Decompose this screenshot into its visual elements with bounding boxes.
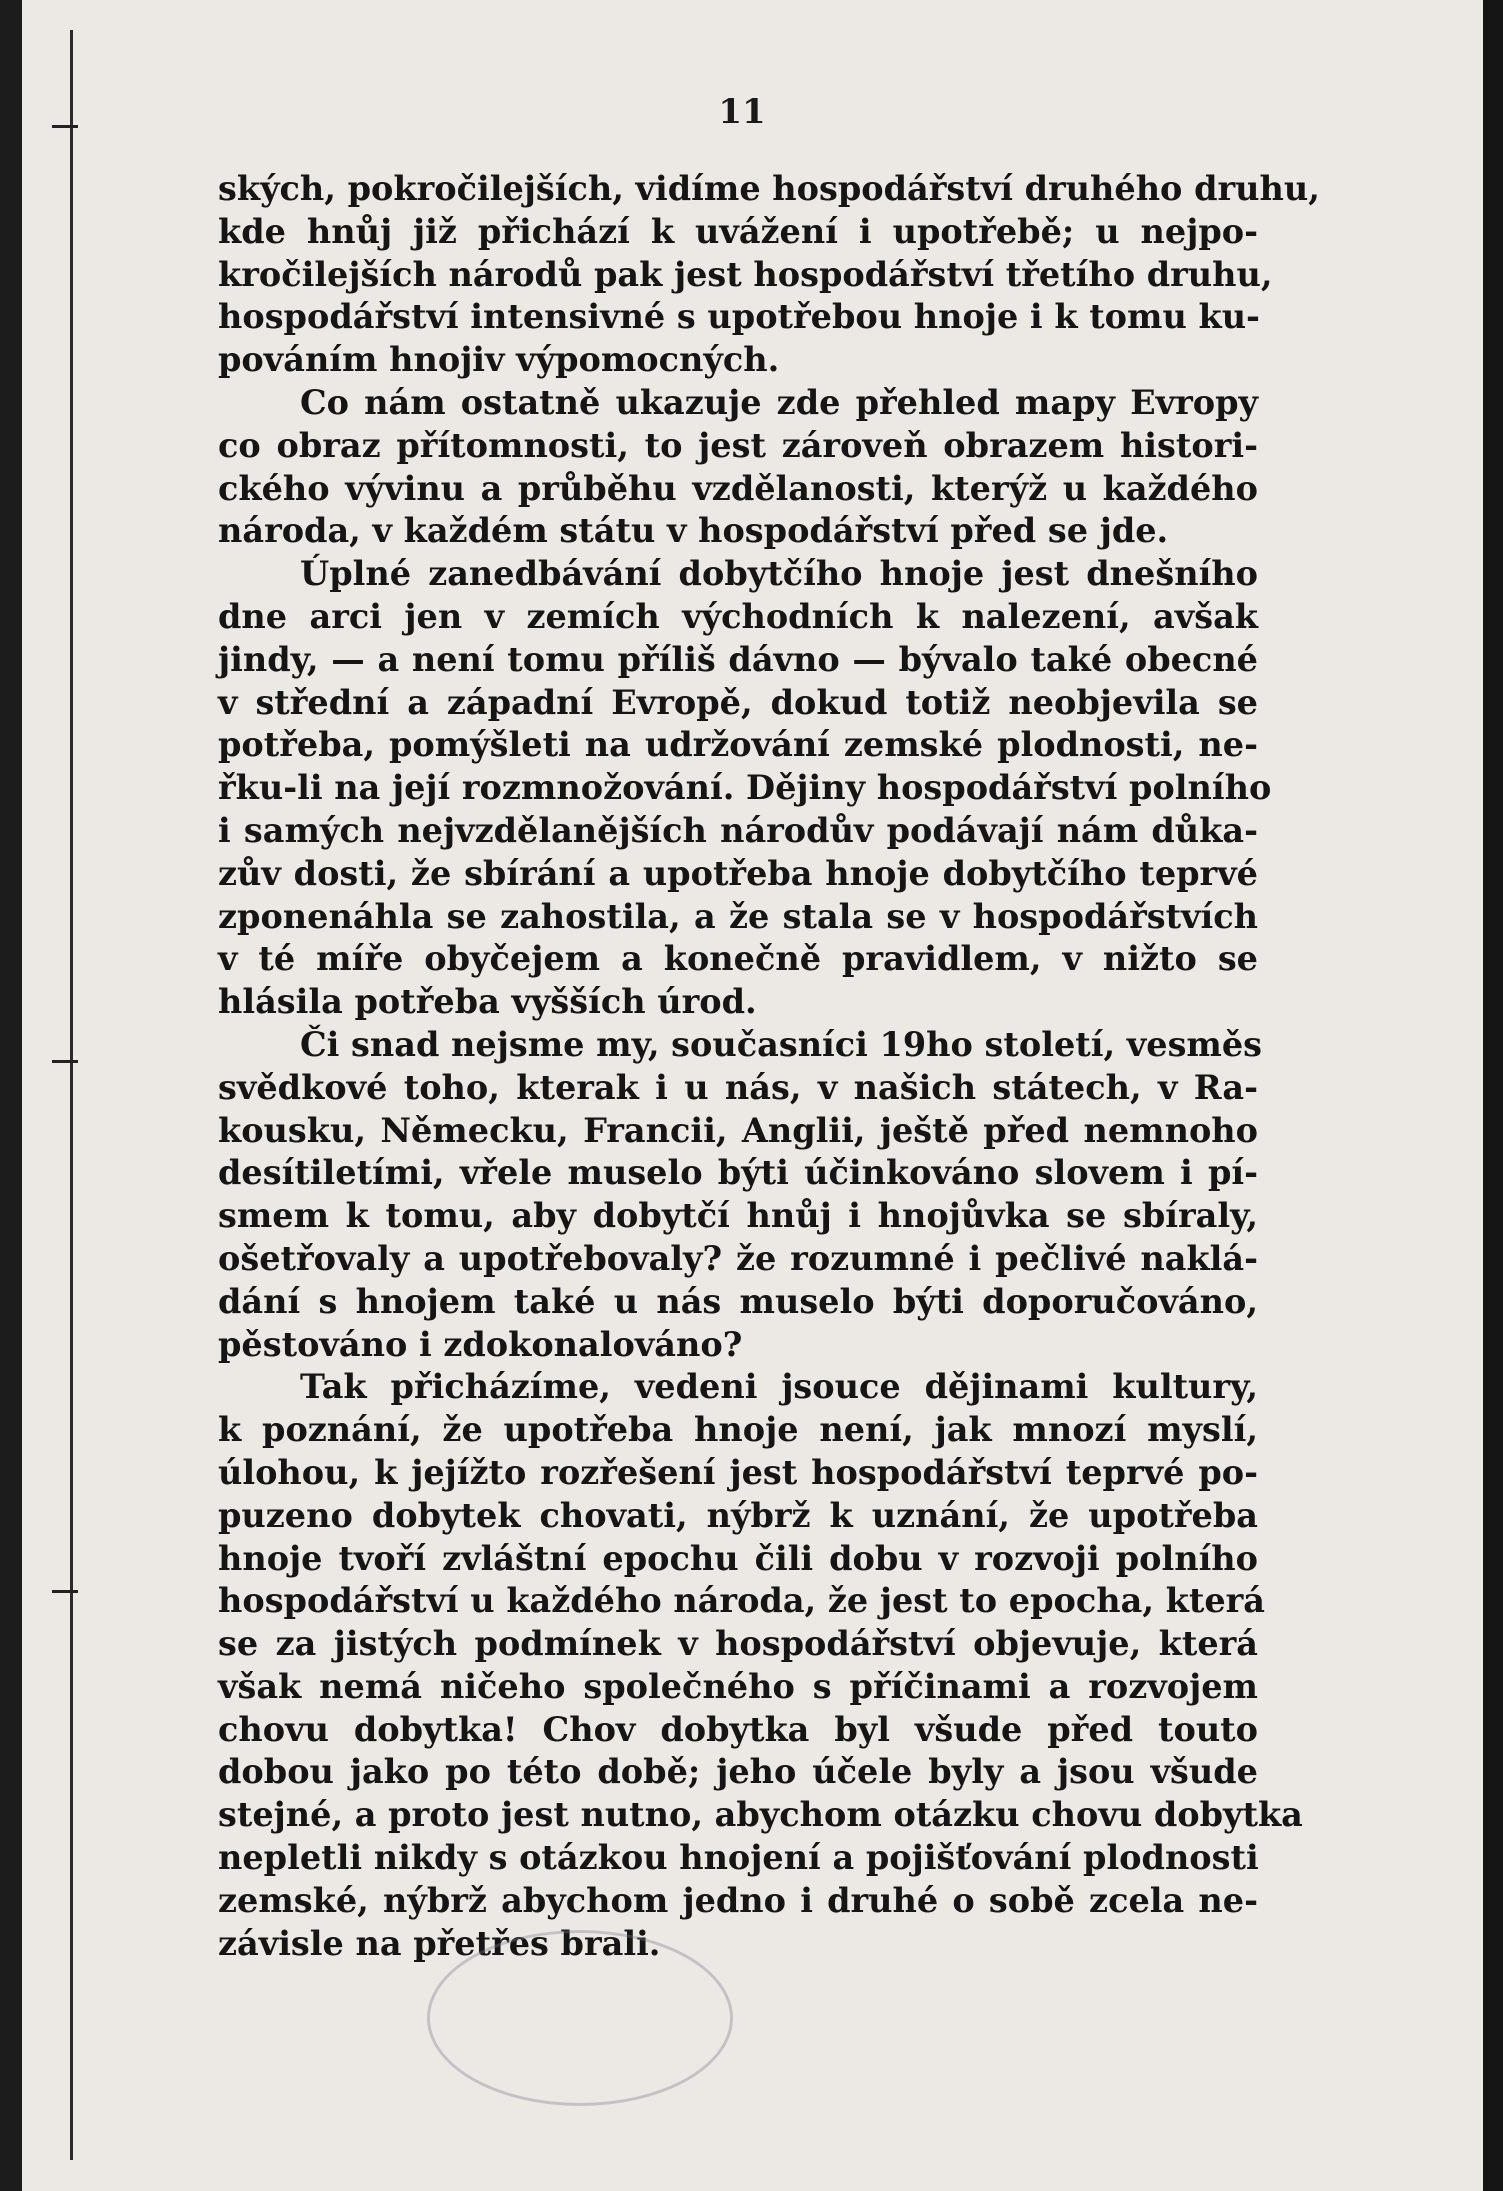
text-line: i samých nejvzdělanějších národův podávají nám důka- [218,810,1258,850]
text-line: jindy, — a není tomu příliš dávno — bývalo také obecné [218,639,1258,679]
text-line: hnoje tvoří zvláštní epochu čili dobu v rozvoji polního [218,1538,1258,1578]
page-number: 11 [718,92,766,132]
edge-mark [52,1060,78,1063]
scan-border [1483,0,1503,2191]
text-line: národa, v každém státu v hospodářství před se jde. [218,511,1169,551]
text-line: ošetřovaly a upotřebovaly? že rozumné i pečlivé naklá- [218,1238,1258,1278]
library-stamp [427,1930,733,2106]
text-line: chovu dobytka! Chov dobytka byl všude před touto [218,1709,1258,1749]
text-line: však nemá ničeho společného s příčinami a rozvojem [218,1666,1258,1706]
text-line: svědkové toho, kterak i u nás, v našich státech, v Ra- [218,1067,1258,1107]
text-line: úlohou, k jejížto rozřešení jest hospodářství teprvé po- [218,1452,1258,1492]
text-line: stejné, a proto jest nutno, abychom otázku chovu dobytka [218,1795,1303,1835]
text-line: pováním hnojiv výpomocných. [218,340,780,380]
text-line: Či snad nejsme my, současníci 19ho století, vesměs [300,1024,1263,1064]
text-line: zponenáhla se zahostila, a že stala se v hospodářstvích [218,896,1258,936]
text-line: zemské, nýbrž abychom jedno i druhé o sobě zcela ne- [218,1880,1258,1920]
edge-mark [52,125,78,128]
text-line: v té míře obyčejem a konečně pravidlem, v nižto se [218,939,1258,979]
text-line: ských, pokročilejších, vidíme hospodářství druhého druhu, [218,169,1320,208]
body-text [218,168,1320,1965]
text-line: závisle na přetřes brali. [218,1923,661,1963]
text-line: Tak přicházíme, vedeni jsouce dějinami kultury, [300,1367,1258,1407]
text-line: kousku, Německu, Francii, Anglii, ještě před nemnoho [218,1110,1258,1150]
text-line: dne arci jen v zemích východních k nalezení, avšak [218,596,1258,636]
text-line: nepletli nikdy s otázkou hnojení a pojišťování plodnosti [218,1838,1259,1878]
text-line: hospodářství u každého národa, že jest to epocha, která [218,1581,1266,1621]
text-line: kde hnůj již přichází k uvážení i upotřebě; u nejpo- [218,211,1258,251]
text-line: ckého vývinu a průběhu vzdělanosti, kterýž u každého [218,468,1258,508]
text-line: hlásila potřeba vyšších úrod. [218,982,757,1022]
text-line: Co nám ostatně ukazuje zde přehled mapy Evropy [300,382,1258,422]
text-line: dobou jako po této době; jeho účele byly a jsou všude [218,1752,1258,1792]
text-line: Úplné zanedbávání dobytčího hnoje jest dnešního [300,554,1258,594]
text-line: kročilejších národů pak jest hospodářství třetího druhu, [218,254,1273,294]
text-line: se za jistých podmínek v hospodářství objevuje, která [218,1624,1258,1664]
text-line: desítiletími, vřele muselo býti účinkováno slovem i pí- [218,1153,1258,1193]
text-line: dání s hnojem také u nás muselo býti doporučováno, [218,1281,1258,1321]
binding-edge [70,30,73,2160]
text-line: řku-li na její rozmnožování. Dějiny hospodářství polního [218,768,1272,808]
text-line: co obraz přítomnosti, to jest zároveň obrazem histori- [218,425,1258,465]
text-line: potřeba, pomýšleti na udržování zemské plodnosti, ne- [218,725,1258,765]
text-line: puzeno dobytek chovati, nýbrž k uznání, že upotřeba [218,1495,1258,1535]
text-line: v střední a západní Evropě, dokud totiž neobjevila se [218,682,1258,722]
text-line: zův dosti, že sbírání a upotřeba hnoje dobytčího teprvé [218,853,1258,893]
book-page [22,0,1483,2191]
text-line: k poznání, že upotřeba hnoje není, jak mnozí myslí, [218,1410,1258,1450]
edge-mark [52,1590,78,1593]
text-line: pěstováno i zdokonalováno? [218,1324,743,1364]
text-line: smem k tomu, aby dobytčí hnůj i hnojůvka se sbíraly, [218,1196,1258,1236]
text-line: hospodářství intensivné s upotřebou hnoje i k tomu ku- [218,297,1260,337]
